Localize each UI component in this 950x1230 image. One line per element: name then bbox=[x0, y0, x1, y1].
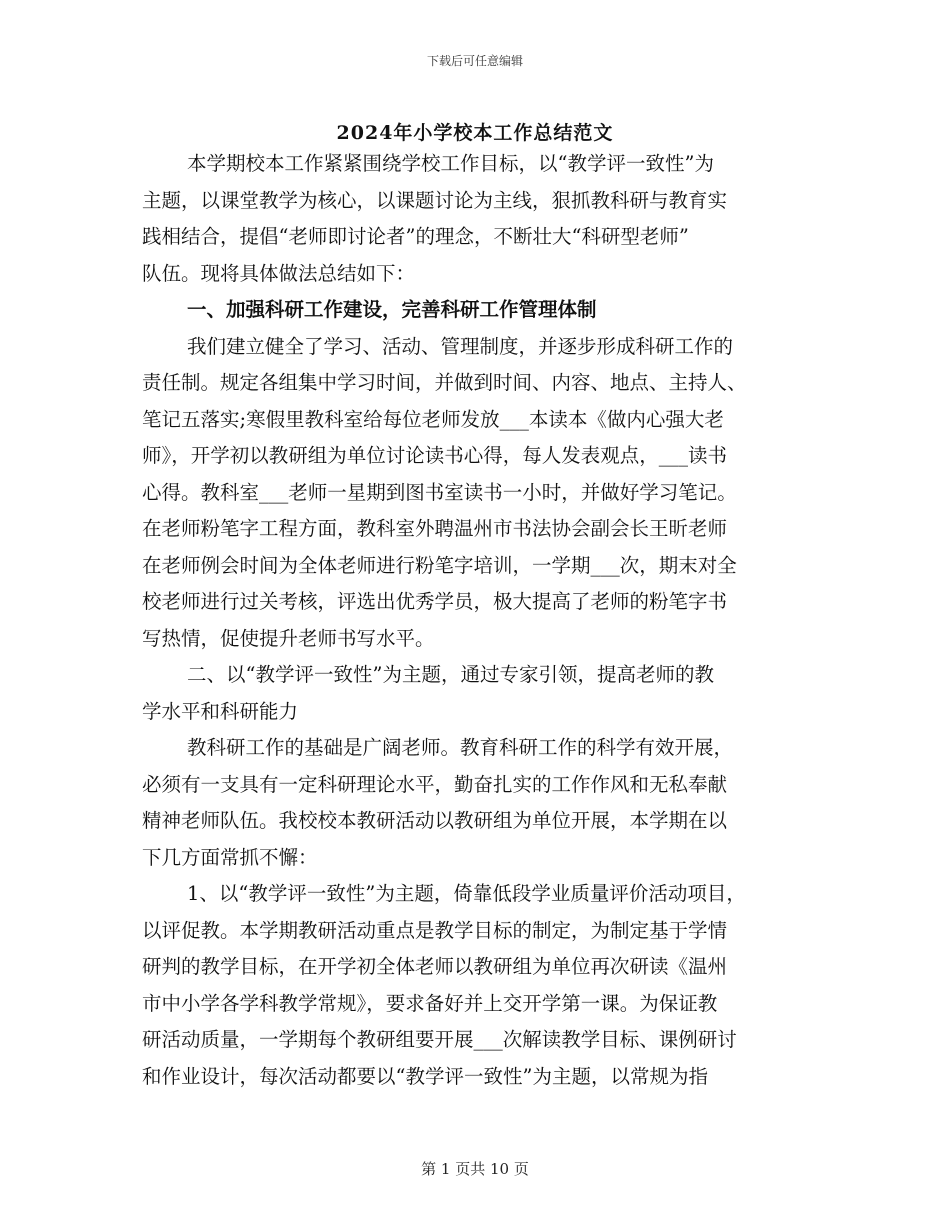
paragraph-line: 写热情，促使提升老师书写水平。 bbox=[142, 626, 435, 650]
download-note: 下载后可任意编辑 bbox=[426, 54, 523, 68]
paragraph-line: 责任制。规定各组集中学习时间，并做到时间、内容、地点、主持人、 bbox=[142, 371, 747, 394]
document-body bbox=[142, 146, 822, 1095]
paragraph-line: 我们建立健全了学习、活动、管理制度，并逐步形成科研工作的 bbox=[187, 334, 734, 358]
paragraph-line: 笔记五落实;寒假里教科室给每位老师发放___本读本《做内心强大老 bbox=[142, 407, 724, 431]
paragraph-line: 队伍。现将具体做法总结如下： bbox=[142, 261, 416, 285]
paragraph-line: 师》，开学初以教研组为单位讨论读书心得，每人发表观点，___读书 bbox=[142, 444, 728, 467]
paragraph-line: 践相结合，提倡“老师即讨论者”的理念，不断壮大“科研型老师” bbox=[142, 225, 689, 248]
paragraph-line: 下几方面常抓不懈： bbox=[142, 845, 318, 869]
paragraph-line: 必须有一支具有一定科研理论水平，勤奋扎实的工作作风和无私奉献 bbox=[142, 772, 728, 796]
paragraph-line: 和作业设计，每次活动都要以“教学评一致性”为主题，以常规为指 bbox=[142, 1064, 708, 1088]
section-heading-line: 一、加强科研工作建设，完善科研工作管理体制 bbox=[187, 298, 597, 321]
paragraph-line: 1、以“教学评一致性”为主题，倚靠低段学业质量评价活动项目， bbox=[187, 882, 746, 905]
document-title: 2024年小学校本工作总结范文 bbox=[336, 122, 614, 144]
paragraph-line: 学水平和科研能力 bbox=[142, 699, 299, 723]
paragraph-line: 校老师进行过关考核，评选出优秀学员，极大提高了老师的粉笔字书 bbox=[142, 590, 728, 613]
paragraph-line: 二、以“教学评一致性”为主题，通过专家引领，提高老师的教 bbox=[187, 663, 714, 686]
paragraph-line: 本学期校本工作紧紧围绕学校工作目标，以“教学评一致性”为 bbox=[187, 152, 714, 175]
paragraph-line: 研活动质量，一学期每个教研组要开展___次解读教学目标、课例研讨 bbox=[142, 1028, 737, 1051]
paragraph-line: 在老师粉笔字工程方面，教科室外聘温州市书法协会副会长王昕老师 bbox=[142, 517, 728, 540]
paragraph-line: 研判的教学目标，在开学初全体老师以教研组为单位再次研读《温州 bbox=[142, 955, 728, 978]
paragraph-line: 市中小学各学科教学常规》，要求备好并上交开学第一课。为保证教 bbox=[142, 991, 718, 1015]
paragraph-line: 以评促教。本学期教研活动重点是教学目标的制定，为制定基于学情 bbox=[142, 918, 728, 942]
paragraph-line: 主题，以课堂教学为核心，以课题讨论为主线，狠抓教科研与教育实 bbox=[142, 188, 728, 212]
paragraph-line: 精神老师队伍。我校校本教研活动以教研组为单位开展，本学期在以 bbox=[142, 809, 728, 832]
paragraph-line: 教科研工作的基础是广阔老师。教育科研工作的科学有效开展， bbox=[187, 736, 734, 759]
paragraph-line: 心得。教科室___老师一星期到图书室读书一小时，并做好学习笔记。 bbox=[142, 480, 737, 504]
paragraph-line: 在老师例会时间为全体老师进行粉笔字培训，一学期___次，期末对全 bbox=[142, 553, 737, 577]
page-number: 第 1 页共 10 页 bbox=[421, 1160, 529, 1178]
